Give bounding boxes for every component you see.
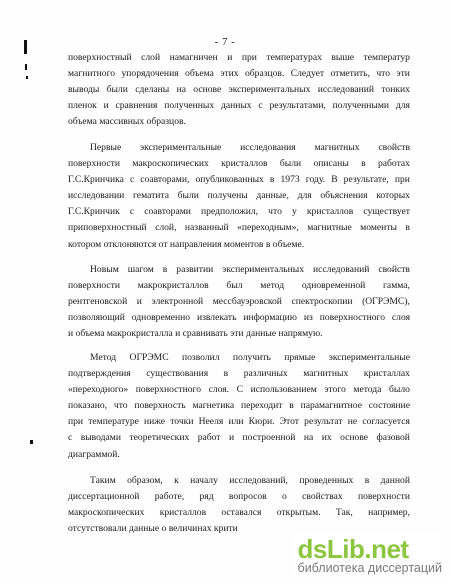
word: были xyxy=(279,158,302,170)
word: полученными xyxy=(332,100,390,112)
word: Этот xyxy=(279,416,299,428)
word: существует xyxy=(363,206,410,218)
word: «переходного» xyxy=(68,384,129,396)
word: объема xyxy=(185,68,214,80)
word: переходит xyxy=(240,400,283,412)
word: «переходным», xyxy=(237,222,299,234)
word: описаны xyxy=(313,158,349,170)
word: шагом xyxy=(127,264,154,275)
word: был xyxy=(226,280,243,292)
text-line-content: котором отклоняются от направления моментов в объеме. xyxy=(68,238,305,250)
word: соавторами, xyxy=(140,174,190,186)
word: этих xyxy=(220,68,239,80)
word: с xyxy=(258,100,263,112)
word: свойствах xyxy=(302,491,343,503)
text-line xyxy=(68,447,410,463)
word: поверхности xyxy=(68,280,121,292)
word: результатами, xyxy=(269,100,326,112)
scan-mark-left-lower xyxy=(30,440,33,444)
word: их xyxy=(321,432,332,444)
word: электронной xyxy=(151,296,204,308)
word: Новым xyxy=(90,264,119,275)
word: информацию xyxy=(243,312,297,324)
word: одновременно xyxy=(131,312,191,324)
paragraph-3 xyxy=(68,262,410,342)
word: магнитных xyxy=(303,368,349,380)
word: было xyxy=(389,384,410,396)
text-line xyxy=(68,326,410,342)
watermark-caption: библиотека диссертаций xyxy=(297,561,442,576)
word: построенной xyxy=(242,432,296,444)
word: в xyxy=(405,222,410,234)
word: пленок xyxy=(68,100,97,112)
text-line xyxy=(68,382,410,398)
word: гамма, xyxy=(383,280,410,292)
word: образцов. xyxy=(244,68,285,80)
word: метод xyxy=(260,280,285,292)
word: экспериментальные xyxy=(328,352,410,363)
word: подтверждения xyxy=(68,368,131,380)
word: теоретических xyxy=(129,432,190,444)
word: году. xyxy=(305,174,326,186)
word: исследований, xyxy=(229,475,288,486)
word: макроскопических xyxy=(68,507,145,519)
word: существования xyxy=(146,368,209,380)
paragraph-1 xyxy=(68,50,410,130)
word: в xyxy=(361,158,366,170)
word: Таким xyxy=(90,475,116,486)
word: Следует xyxy=(290,68,325,80)
paragraph-4 xyxy=(68,350,410,463)
word: при xyxy=(68,416,84,428)
text-line xyxy=(68,188,410,204)
text-line xyxy=(68,294,410,310)
word: (ОГРЭМС), xyxy=(362,296,410,308)
word: тонких xyxy=(381,84,410,96)
word: из xyxy=(303,312,313,324)
word: метода xyxy=(353,384,382,396)
word: с xyxy=(129,206,135,218)
word: и xyxy=(103,100,109,112)
word: поверхностного xyxy=(319,312,386,324)
word: свойств xyxy=(378,142,410,153)
word: данной xyxy=(380,475,410,486)
word: свойств xyxy=(378,264,410,275)
word: использованием xyxy=(250,384,317,396)
text-line xyxy=(68,237,410,253)
word: позволяющий xyxy=(68,312,125,324)
word: прямые xyxy=(284,352,316,363)
word: выводы xyxy=(68,84,100,96)
word: магнитных xyxy=(314,142,360,153)
word: что xyxy=(268,206,282,218)
word: магнетика xyxy=(192,400,235,412)
word: объяснения xyxy=(320,190,368,202)
word: различных xyxy=(243,368,288,380)
word: фазовой xyxy=(376,432,410,444)
word: оставался xyxy=(221,507,262,519)
word: упорядочения xyxy=(121,68,179,80)
word: или xyxy=(228,416,244,428)
word: с xyxy=(68,432,73,444)
scan-mark-small xyxy=(26,76,28,79)
text-line xyxy=(68,114,410,130)
word: слоя xyxy=(391,312,410,324)
text-line xyxy=(68,262,410,278)
word: ряд xyxy=(199,491,214,503)
word: экспериментальных xyxy=(228,84,311,96)
word: данных xyxy=(220,100,252,112)
text-line xyxy=(68,489,410,505)
word: магнитного xyxy=(68,68,116,80)
word: и xyxy=(227,52,233,63)
word: были xyxy=(106,84,128,96)
word: В xyxy=(331,174,338,186)
word: извлекать xyxy=(196,312,237,324)
word: предположил, xyxy=(201,206,259,218)
word: полученных xyxy=(164,100,215,112)
word: рентгеновской xyxy=(68,296,128,308)
text-line xyxy=(68,366,410,382)
word: работ xyxy=(197,432,221,444)
word: развитии xyxy=(176,264,214,275)
page-number: - 7 - xyxy=(214,36,236,48)
text-line xyxy=(68,172,410,188)
text-line xyxy=(68,398,410,414)
text-line xyxy=(68,505,410,521)
text-line-content: отсутствовали данные о величинах крити xyxy=(68,523,238,535)
word: точки xyxy=(170,416,194,428)
word: парамагнитное xyxy=(300,400,362,412)
word: что xyxy=(113,400,128,412)
word: намагничен xyxy=(169,52,218,63)
word: исследовании xyxy=(68,190,125,202)
text-line xyxy=(68,50,410,66)
word: макрокристаллов xyxy=(137,280,209,292)
word: состояние xyxy=(368,400,410,412)
word: температур xyxy=(363,52,410,63)
word: Нееля xyxy=(198,416,224,428)
word: поверхности xyxy=(68,158,121,170)
word: отметить, xyxy=(330,68,370,80)
word: на xyxy=(303,432,314,444)
word: экспериментальных xyxy=(222,264,305,275)
word: температуре xyxy=(88,416,139,428)
word: исследований xyxy=(313,264,370,275)
text-line-content: диаграммой. xyxy=(68,448,120,460)
word: поверхностный xyxy=(68,52,132,63)
word: работе, xyxy=(154,491,185,503)
word: выше xyxy=(331,52,355,63)
word: были xyxy=(177,190,199,202)
word: получить xyxy=(232,352,271,363)
word: Первые xyxy=(90,142,122,153)
word: и xyxy=(136,296,142,308)
word: что xyxy=(376,68,391,80)
word: спектроскопии xyxy=(291,296,353,308)
word: поверхности xyxy=(357,491,410,503)
watermark-text xyxy=(298,536,442,576)
text-line-content: и объема макрокристалла и сравнивать эти данные напрямую. xyxy=(68,328,323,340)
word: кристаллов xyxy=(159,507,207,519)
word: основе xyxy=(340,432,369,444)
text-line-content: объема массивных образцов. xyxy=(68,116,186,128)
word: основе xyxy=(193,84,222,96)
text-line xyxy=(68,278,410,294)
word: в xyxy=(162,264,168,275)
text-line xyxy=(68,220,410,236)
word: данные, xyxy=(256,190,289,202)
word: одновременной xyxy=(301,280,366,292)
word: в xyxy=(269,174,275,186)
word: при xyxy=(394,174,410,186)
word: началу xyxy=(190,475,218,486)
text-line xyxy=(68,473,410,489)
word: моменты xyxy=(360,222,397,234)
scan-mark-middle xyxy=(25,64,27,70)
word: о xyxy=(282,491,287,503)
text-line xyxy=(68,430,410,446)
word: поверхность xyxy=(134,400,186,412)
word: ниже xyxy=(144,416,166,428)
word: позволил xyxy=(181,352,220,363)
word: поверхностного xyxy=(135,384,202,396)
word: получены xyxy=(207,190,248,202)
word: не xyxy=(347,416,358,428)
word: соавторами xyxy=(144,206,191,218)
word: к xyxy=(174,475,179,486)
word: показано, xyxy=(68,400,108,412)
word: результате, xyxy=(343,174,389,186)
word: ОГРЭМС xyxy=(129,352,169,363)
text-line xyxy=(68,66,410,82)
word: диссертационной xyxy=(68,491,140,503)
word: слой xyxy=(141,52,161,63)
word: магнитные xyxy=(307,222,352,234)
paragraph-2 xyxy=(68,140,410,253)
word: выводами xyxy=(80,432,122,444)
word: работах xyxy=(377,158,410,170)
word: Г.С.Кринчик xyxy=(68,206,120,218)
word: макроскопических xyxy=(132,158,209,170)
word: проведенных xyxy=(299,475,354,486)
word: например, xyxy=(368,507,410,519)
word: открытым. xyxy=(276,507,321,519)
word: на xyxy=(176,84,186,96)
word: и xyxy=(228,432,235,444)
word: Метод xyxy=(90,352,117,363)
word: гематита xyxy=(133,190,169,202)
word: согласуется xyxy=(362,416,410,428)
word: Г.С.Кринчика xyxy=(68,174,124,186)
word: опубликованных xyxy=(195,174,264,186)
paragraph-5 xyxy=(68,473,410,537)
text-line xyxy=(68,98,410,114)
word: кристаллов xyxy=(306,206,354,218)
word: слой, xyxy=(155,222,177,234)
word: с xyxy=(129,174,135,186)
watermark-logo: dsLib.net xyxy=(297,534,409,565)
word: этого xyxy=(324,384,346,396)
word: температурах xyxy=(266,52,322,63)
word: сравнения xyxy=(115,100,158,112)
text-line xyxy=(68,156,410,172)
word: сделаны xyxy=(135,84,170,96)
word: в xyxy=(289,400,294,412)
text-line xyxy=(68,82,410,98)
word: у xyxy=(291,206,297,218)
word: для xyxy=(395,100,410,112)
word: образом, xyxy=(127,475,163,486)
word: кристаллах xyxy=(363,368,410,380)
word: Кюри. xyxy=(248,416,275,428)
text-line xyxy=(68,204,410,220)
word: результат xyxy=(304,416,343,428)
word: для xyxy=(297,190,312,202)
word: названный xyxy=(184,222,229,234)
text-line xyxy=(68,310,410,326)
text-line xyxy=(68,350,410,366)
word: С xyxy=(236,384,244,396)
word: которых xyxy=(376,190,410,202)
word: 1973 xyxy=(280,174,300,186)
text-line xyxy=(68,414,410,430)
word: в xyxy=(364,475,370,486)
dslib-watermark[interactable] xyxy=(294,534,446,578)
word: приповерхностный xyxy=(68,222,147,234)
text-line xyxy=(68,140,410,156)
word: исследования xyxy=(240,142,296,153)
word: эти xyxy=(396,68,410,80)
word: Так, xyxy=(335,507,353,519)
word: слоя. xyxy=(208,384,230,396)
word: при xyxy=(241,52,257,63)
word: в xyxy=(223,368,229,380)
word: исследований xyxy=(317,84,375,96)
word: экспериментальные xyxy=(140,142,222,153)
word: кристаллов xyxy=(221,158,268,170)
word: вопросов xyxy=(228,491,267,503)
word: мессбауэровской xyxy=(212,296,282,308)
